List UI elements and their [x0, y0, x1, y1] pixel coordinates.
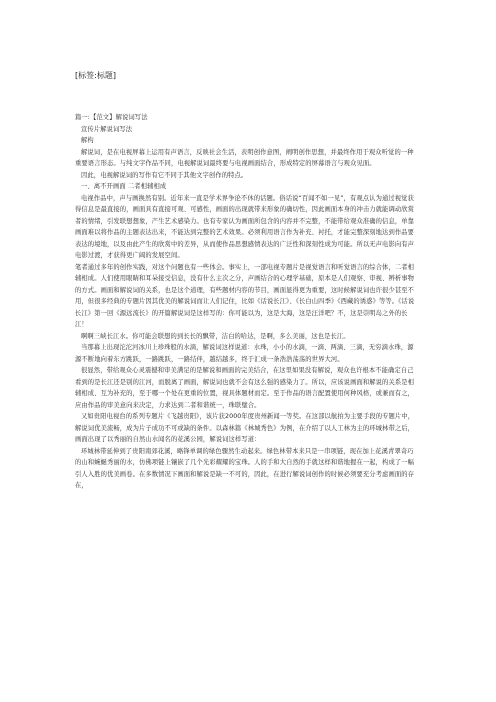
paragraph: 宣传片解说词写法 — [81, 125, 133, 133]
tag-line: [标签:标题] — [75, 71, 116, 80]
paragraph: 当那幕上出现沱沱河冰川上珍珠般的水滴，解说词这样说道：水珠，小小的水滴，一滴、两滴、三滴，无穷滴水珠，源源不断地向着东方跳跃，一路跳跃，一路结伴，越结越多，终于汇成一条浩浩荡荡的世界大河。 — [75, 344, 414, 363]
paragraph: 解说词，是在电视屏幕上运用有声语言，反映社会生活，表明创作意图，阐明创作思想，并最终作用于观众听觉的一种重要语言形态。与纯文字作品不同，电视解说词最终要与电视画面结合，形成特定的屏幕语言与观众见面。 — [75, 148, 414, 167]
paragraph: 电视作品中，声与画换然有别。近年来一直是学术界争论不休的话题。俗话说“百闻不如一见”，有观点认为通过视觉获得信息是最直接的，画面具有直接可观、可感性，画面的出现就带来形象的确切性，因此画面本身的冲击力就能调动欣赏者的情绪，引发联想想象，产生艺术感染力。也有专家认为画面所包含的内容并不完整，不能带给观众准确的信息，单靠画面难以将作品的主题表达出来，不能达到完整的艺术效果。必须利用语言作为补充、衬托，才能完整深刻地达到作品要表达的境地，以及由此产生的欣赏中的差异，从而使作品思想感情表达的广泛性和深刻性成为可能。所以无声电影向有声电影过渡，才获得更广阔的发展空间。 — [75, 194, 415, 259]
paragraph: 因此，电视解说词的写作有它不同于其他文字创作的特点。 — [81, 171, 248, 179]
paragraph: 环城林带延伸到了贵阳南郊花溪，略锋单调的绿色骤然生动起来。绿色林带本来只是一串项链，现在加上花溪青翠奇巧的山和蜿蜒秀丽的水，仿佛项链上镶嵌了几个光彩耀耀的宝珠。人的手和大自然的手就这样和谐地握在一起，构成了一幅引人入胜的优美画卷。在多数情况下画面和解说是缺一不可的，因此，在进行解说词创作的时候必须要充分考虑画面的存在， — [75, 447, 415, 489]
article-heading: 篇一:【范文】解说词写法 — [75, 114, 148, 121]
document-body — [75, 112, 415, 492]
paragraph: 很显然，带给观众心灵震撼和审美满足的是解说和画面的完美结合，在这里如果没有解说，观众也许根本不能确定自己看到的是长江还是别的江河，而脱离了画面，解说词也就不会有这么强的感染力了。所以，应该说画面和解说的关系是相辅相成、互为补充的，至于哪一个处在更重的位置，视具体题材而定。至于作品的语言配置使用何种风格，或兼而有之，应由作品的审美意向来决定，力求达到二者和谐统一，珠联璧合。 — [75, 367, 415, 409]
section-heading: 一、离不开画面 二者相辅相成 — [81, 183, 167, 190]
paragraph: 笔者通过多年的创作实践，对这个问题也有一些体会。事实上，一部电视专题片是视觉语言和听觉语言的综合体，二者相辅相成。人们使用眼睛和耳朵接受信息，没有什么主次之分，声画结合的心理学基础，原本是人们观察、审视、辨析事物的方式。画面和解说词的关系，也是这个道理，有些题材内容的节目，画面显得更为重要，这时候解说词也许很少甚至不用，但很多经典的专题片因其优美的解说词而让人们记住，比如《话说长江》、《长白山四季》《西藏的诱惑》等等。《话说长江》第一回《源远流长》的开篇解说词是这样写的：你可能以为，这是大海，这是汪洋吧？不，这是崇明岛之外的长江！ — [75, 263, 415, 328]
paragraph: 解构 — [81, 137, 94, 144]
paragraph: 啊啊三峡长江水。你可能会联想的到长长的飘带，洁白的哈达，是啊，多么美丽，这也是长江。 — [81, 332, 350, 340]
paragraph: 又如贵阳电视台的系列专题片《飞越贵阳》，该片获2000年度贵州新闻一等奖。在这部以航拍为主要手段的专题片中，解说词优美流畅，成为片子成功不可或缺的条件。以森林篇《林城秀色》为例，在介绍了以人工林为主的环城林带之后，画面出现了以秀丽的自然山水闻名的花溪公园，解说词这样写道： — [75, 413, 415, 443]
